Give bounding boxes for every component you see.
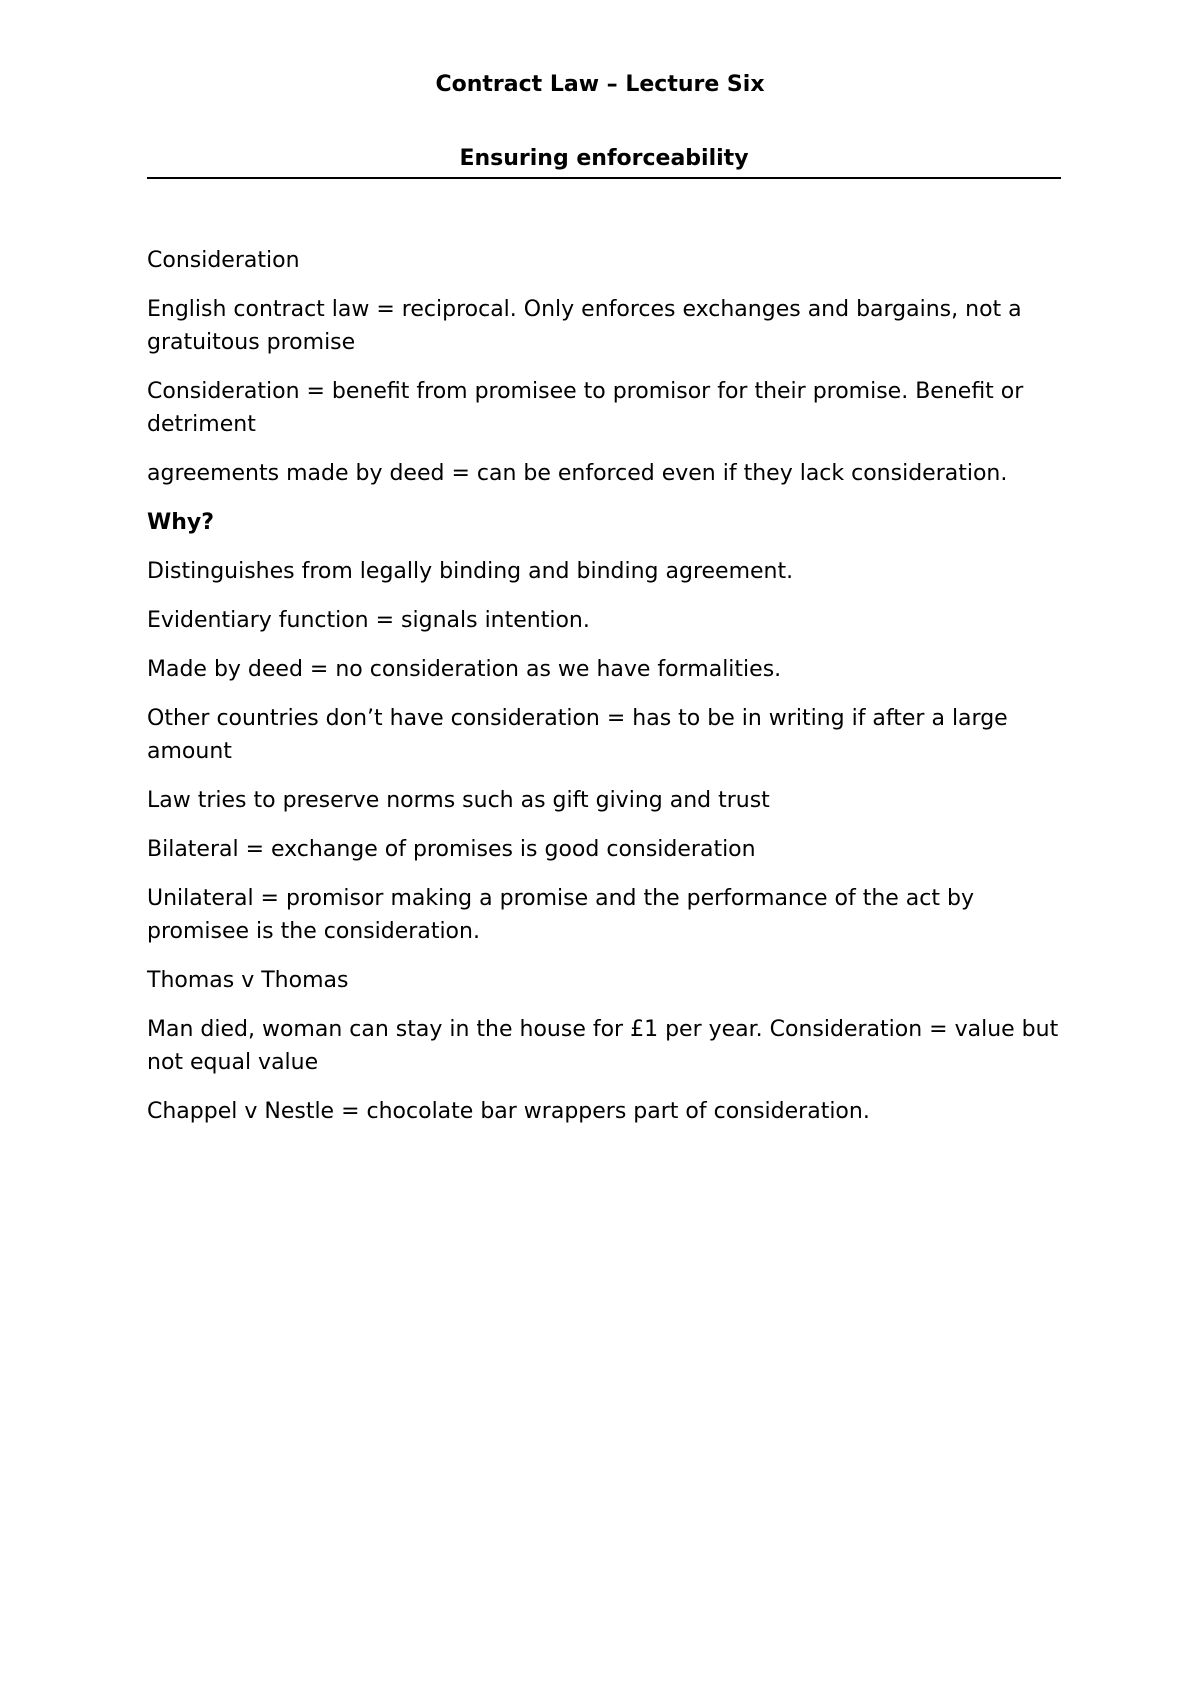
paragraph-formalities: Made by deed = no consideration as we have formalities.: [147, 657, 782, 682]
document-body: [147, 244, 1067, 1144]
paragraph-consideration-heading: Consideration: [147, 248, 300, 273]
paragraph-unilateral: Unilateral = promisor making a promise and the performance of the act by promisee is the consideration.: [147, 886, 974, 944]
paragraph-other-countries: Other countries don’t have consideration = has to be in writing if after a large amount: [147, 706, 1008, 764]
paragraph-benefit: Consideration = benefit from promisee to promisor for their promise. Benefit or detriment: [147, 379, 1024, 437]
paragraph-norms: Law tries to preserve norms such as gift giving and trust: [147, 788, 770, 813]
paragraph-thomas-facts: Man died, woman can stay in the house for £1 per year. Consideration = value but not equal value: [147, 1017, 1059, 1075]
paragraph-thomas-case: Thomas v Thomas: [147, 968, 349, 993]
paragraph-distinguishes: Distinguishes from legally binding and binding agreement.: [147, 559, 794, 584]
paragraph-reciprocal: English contract law = reciprocal. Only enforces exchanges and bargains, not a gratuitous promise: [147, 297, 1022, 355]
paragraph-deed: agreements made by deed = can be enforced even if they lack consideration.: [147, 461, 1008, 486]
paragraph-chappel-case: Chappel v Nestle = chocolate bar wrappers part of consideration.: [147, 1099, 870, 1124]
paragraph-bilateral: Bilateral = exchange of promises is good consideration: [147, 837, 756, 862]
paragraph-why-heading: Why?: [147, 510, 215, 535]
document-subtitle: Ensuring enforceability: [147, 144, 1061, 179]
document-title: Contract Law – Lecture Six: [435, 72, 765, 97]
paragraph-evidentiary: Evidentiary function = signals intention.: [147, 608, 590, 633]
